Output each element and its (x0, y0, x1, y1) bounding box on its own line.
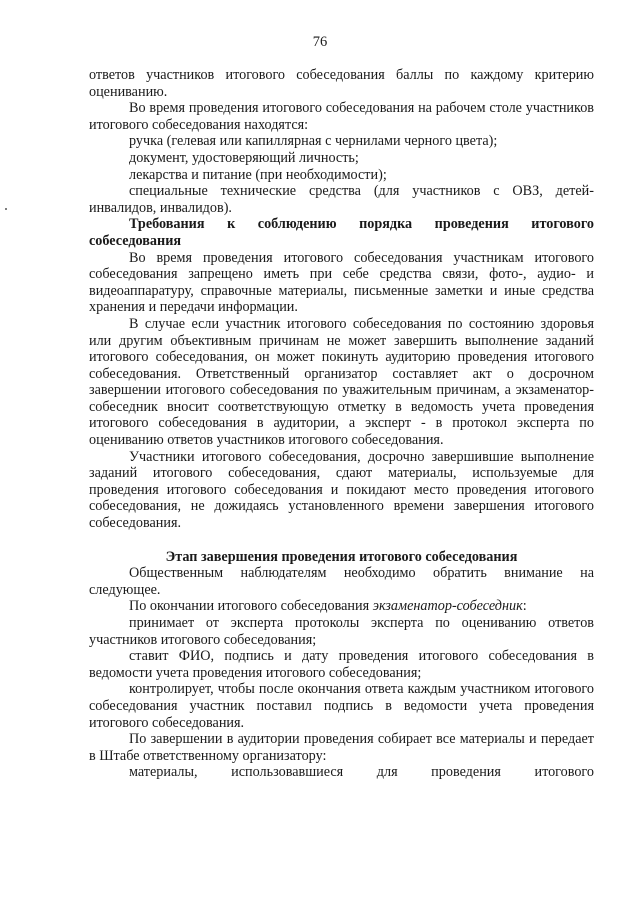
paragraph: ответов участников итогового собеседования баллы по каждому критерию оцениванию. (89, 67, 594, 100)
list-item: ручка (гелевая или капиллярная с чернилами черного цвета); (129, 133, 498, 150)
paragraph (89, 598, 594, 615)
list-item: документ, удостоверяющий личность; (129, 149, 359, 166)
margin-dot (5, 208, 7, 210)
italic-term: экзаменатор-собеседник (372, 598, 523, 615)
list-item: контролирует, чтобы после окончания ответа каждым участником итогового собеседования участник поставил подпись в ведомости учета проведения итогового собеседования. (89, 681, 594, 731)
section-heading: Требования к соблюдению порядка проведения итогового собеседования (89, 216, 594, 249)
paragraph: Во время проведения итогового собеседования на рабочем столе участников итогового собеседования находятся: (89, 100, 594, 133)
list-item: принимает от эксперта протоколы эксперта по оцениванию ответов участников итогового собеседования; (89, 615, 594, 648)
paragraph: Общественным наблюдателям необходимо обратить внимание на следующее. (89, 565, 594, 598)
paragraph: Во время проведения итогового собеседования участникам итогового собеседования запрещено иметь при себе средства связи, фото-, аудио- и видеоаппаратуру, справочные материалы, письменные заметки и иные средства хранения и передачи информации. (89, 249, 594, 316)
list-item: материалы, использовавшиеся для проведения итогового (129, 764, 594, 781)
page-number: 76 (312, 34, 328, 50)
section-heading: Этап завершения проведения итогового собеседования (165, 548, 518, 565)
list-item: ставит ФИО, подпись и дату проведения итогового собеседования в ведомости учета проведения итогового собеседования; (89, 648, 594, 681)
list-item: лекарства и питание (при необходимости); (129, 166, 387, 183)
list-item: специальные технические средства (для участников с ОВЗ, детей-инвалидов, инвалидов). (89, 183, 594, 216)
paragraph: По завершении в аудитории проведения собирает все материалы и передает в Штабе ответственному организатору: (89, 731, 594, 764)
paragraph: Участники итогового собеседования, досрочно завершившие выполнение заданий итогового собеседования, сдают материалы, используемые для проведения итогового собеседования и покидают место проведения итогового собеседования, не дожидаясь установленного времени завершения итогового собеседования. (89, 448, 594, 532)
text-run: : (522, 598, 527, 615)
text-run: По окончании итогового собеседования (129, 598, 373, 615)
paragraph: В случае если участник итогового собеседования по состоянию здоровья или другим объективным причинам не может завершить выполнение заданий итогового собеседования, он может покинуть аудиторию проведения итогового собеседования. Ответственный организатор составляет акт о досрочном завершении итогового собеседования по уважительным причинам, а экзаменатор-собеседник вносит соответствующую отметку в ведомость учета проведения итогового собеседования в аудитории, а эксперт - в протокол эксперта по оцениванию ответов участников итогового собеседования. (89, 315, 594, 449)
document-body (89, 67, 594, 781)
